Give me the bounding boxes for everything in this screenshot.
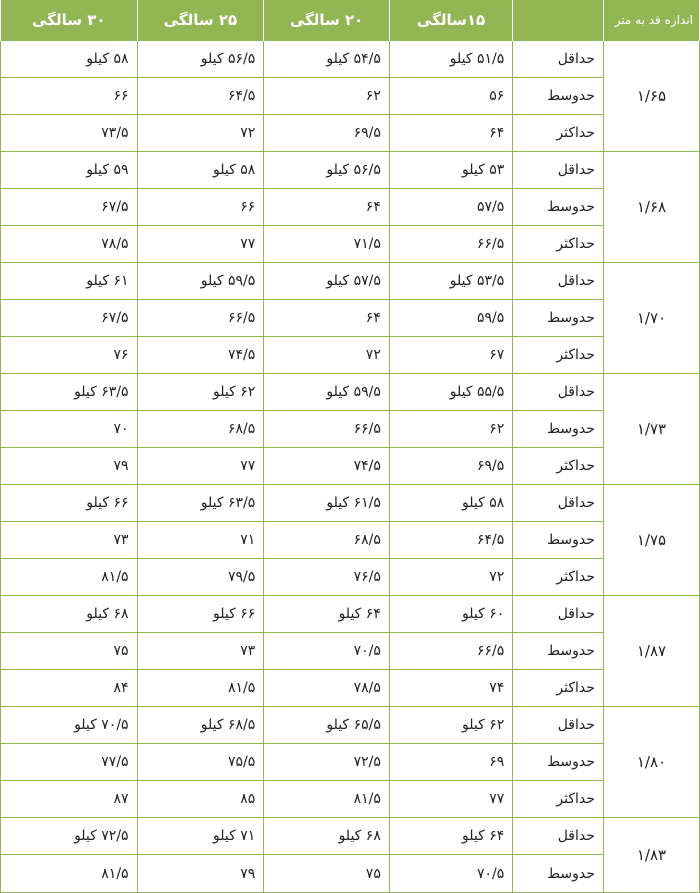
weight-cell: ۵۱/۵ کیلو [389, 41, 512, 78]
table-body [1, 41, 700, 893]
weight-cell: ۶۹/۵ [264, 115, 390, 152]
table-row [1, 226, 700, 263]
weight-cell: ۷۷ [137, 226, 264, 263]
table-row [1, 189, 700, 226]
weight-cell: ۵۹/۵ [389, 300, 512, 337]
weight-cell: ۶۴/۵ [389, 522, 512, 559]
weight-cell: ۵۹ کیلو [1, 152, 138, 189]
height-cell: ۱/۶۵ [603, 41, 699, 152]
weight-cell: ۷۹ [1, 448, 138, 485]
weight-cell: ۷۷ [137, 448, 264, 485]
level-cell: حداکثر [513, 226, 604, 263]
weight-cell: ۵۸ کیلو [1, 41, 138, 78]
weight-cell: ۸۱/۵ [1, 559, 138, 596]
weight-cell: ۶۱ کیلو [1, 263, 138, 300]
header-age-30: ۳۰ سالگی [1, 0, 138, 41]
weight-cell: ۵۷/۵ کیلو [264, 263, 390, 300]
table-row [1, 522, 700, 559]
weight-cell: ۸۴ [1, 670, 138, 707]
level-cell: حداقل [513, 41, 604, 78]
table-row [1, 41, 700, 78]
level-cell: حداکثر [513, 448, 604, 485]
weight-cell: ۷۴/۵ [264, 448, 390, 485]
weight-cell: ۵۶ [389, 78, 512, 115]
weight-cell: ۶۳/۵ کیلو [137, 485, 264, 522]
weight-cell: ۵۴/۵ کیلو [264, 41, 390, 78]
weight-cell: ۵۶/۵ کیلو [137, 41, 264, 78]
weight-cell: ۷۲/۵ کیلو [1, 818, 138, 855]
weight-cell: ۷۰/۵ کیلو [1, 707, 138, 744]
header-row [1, 0, 700, 41]
weight-cell: ۶۴/۵ [137, 78, 264, 115]
weight-cell: ۷۸/۵ [1, 226, 138, 263]
weight-cell: ۷۱/۵ [264, 226, 390, 263]
weight-cell: ۶۶ کیلو [1, 485, 138, 522]
weight-cell: ۶۵/۵ کیلو [264, 707, 390, 744]
level-cell: حدوسط [513, 744, 604, 781]
table-row [1, 707, 700, 744]
table-row [1, 559, 700, 596]
height-cell: ۱/۷۵ [603, 485, 699, 596]
weight-cell: ۶۸/۵ [137, 411, 264, 448]
height-cell: ۱/۸۷ [603, 596, 699, 707]
weight-cell: ۶۳/۵ کیلو [1, 374, 138, 411]
level-cell: حداقل [513, 263, 604, 300]
table-row [1, 374, 700, 411]
weight-cell: ۷۹ [137, 855, 264, 893]
weight-cell: ۷۲/۵ [264, 744, 390, 781]
weight-cell: ۷۳/۵ [1, 115, 138, 152]
height-cell: ۱/۸۳ [603, 818, 699, 893]
level-cell: حدوسط [513, 855, 604, 893]
weight-cell: ۸۷ [1, 781, 138, 818]
level-cell: حداقل [513, 596, 604, 633]
weight-cell: ۶۲ [264, 78, 390, 115]
header-level [513, 0, 604, 41]
weight-cell: ۵۳/۵ کیلو [389, 263, 512, 300]
weight-cell: ۶۸/۵ [264, 522, 390, 559]
height-cell: ۱/۷۳ [603, 374, 699, 485]
weight-cell: ۶۶/۵ [264, 411, 390, 448]
weight-cell: ۷۲ [264, 337, 390, 374]
table-row [1, 485, 700, 522]
table-row [1, 633, 700, 670]
weight-cell: ۶۸ کیلو [264, 818, 390, 855]
table-row [1, 263, 700, 300]
weight-cell: ۷۴/۵ [137, 337, 264, 374]
level-cell: حداکثر [513, 115, 604, 152]
weight-cell: ۶۲ کیلو [389, 707, 512, 744]
level-cell: حداقل [513, 818, 604, 855]
table-row [1, 115, 700, 152]
level-cell: حدوسط [513, 300, 604, 337]
weight-cell: ۶۶ [1, 78, 138, 115]
level-cell: حدوسط [513, 522, 604, 559]
weight-cell: ۸۵ [137, 781, 264, 818]
table-row [1, 152, 700, 189]
level-cell: حداقل [513, 485, 604, 522]
table-row [1, 781, 700, 818]
weight-cell: ۶۶/۵ [389, 226, 512, 263]
weight-cell: ۶۴ [264, 300, 390, 337]
table-row [1, 78, 700, 115]
table-row [1, 448, 700, 485]
table-row [1, 300, 700, 337]
weight-cell: ۶۶/۵ [137, 300, 264, 337]
weight-cell: ۶۶ [137, 189, 264, 226]
weight-cell: ۶۹ [389, 744, 512, 781]
weight-cell: ۷۲ [137, 115, 264, 152]
header-age-20: ۲۰ سالگی [264, 0, 390, 41]
weight-cell: ۵۷/۵ [389, 189, 512, 226]
weight-cell: ۶۷ [389, 337, 512, 374]
height-cell: ۱/۶۸ [603, 152, 699, 263]
weight-cell: ۷۰/۵ [264, 633, 390, 670]
weight-cell: ۷۷ [389, 781, 512, 818]
table-row [1, 411, 700, 448]
weight-cell: ۸۱/۵ [264, 781, 390, 818]
level-cell: حدوسط [513, 189, 604, 226]
weight-cell: ۶۶/۵ [389, 633, 512, 670]
weight-cell: ۷۶/۵ [264, 559, 390, 596]
weight-cell: ۶۸ کیلو [1, 596, 138, 633]
level-cell: حداکثر [513, 670, 604, 707]
header-height: اندازه قد به متر [603, 0, 699, 41]
level-cell: حدوسط [513, 633, 604, 670]
weight-cell: ۷۶ [1, 337, 138, 374]
weight-cell: ۶۹/۵ [389, 448, 512, 485]
weight-cell: ۶۸/۵ کیلو [137, 707, 264, 744]
level-cell: حدوسط [513, 78, 604, 115]
weight-cell: ۶۴ [389, 115, 512, 152]
header-age-25: ۲۵ سالگی [137, 0, 264, 41]
weight-cell: ۶۱/۵ کیلو [264, 485, 390, 522]
weight-cell: ۷۰ [1, 411, 138, 448]
weight-cell: ۶۲ [389, 411, 512, 448]
level-cell: حداکثر [513, 337, 604, 374]
weight-cell: ۶۷/۵ [1, 300, 138, 337]
table-row [1, 744, 700, 781]
weight-cell: ۷۳ [137, 633, 264, 670]
weight-cell: ۵۹/۵ کیلو [264, 374, 390, 411]
height-cell: ۱/۸۰ [603, 707, 699, 818]
weight-cell: ۶۴ [264, 189, 390, 226]
weight-cell: ۷۵/۵ [137, 744, 264, 781]
weight-cell: ۵۳ کیلو [389, 152, 512, 189]
table-row [1, 818, 700, 855]
table-row [1, 596, 700, 633]
weight-cell: ۵۹/۵ کیلو [137, 263, 264, 300]
level-cell: حدوسط [513, 411, 604, 448]
level-cell: حداقل [513, 374, 604, 411]
table-row [1, 337, 700, 374]
height-cell: ۱/۷۰ [603, 263, 699, 374]
weight-cell: ۶۰ کیلو [389, 596, 512, 633]
weight-cell: ۷۷/۵ [1, 744, 138, 781]
weight-cell: ۶۲ کیلو [137, 374, 264, 411]
weight-cell: ۷۵ [1, 633, 138, 670]
level-cell: حداقل [513, 152, 604, 189]
weight-cell: ۶۷/۵ [1, 189, 138, 226]
weight-cell: ۶۴ کیلو [264, 596, 390, 633]
weight-cell: ۵۶/۵ کیلو [264, 152, 390, 189]
weight-cell: ۵۸ کیلو [137, 152, 264, 189]
weight-cell: ۸۱/۵ [1, 855, 138, 893]
table-row [1, 670, 700, 707]
weight-cell: ۷۸/۵ [264, 670, 390, 707]
weight-cell: ۵۵/۵ کیلو [389, 374, 512, 411]
level-cell: حداقل [513, 707, 604, 744]
header-age-15: ۱۵سالگی [389, 0, 512, 41]
weight-cell: ۸۱/۵ [137, 670, 264, 707]
weight-cell: ۷۱ کیلو [137, 818, 264, 855]
weight-cell: ۷۵ [264, 855, 390, 893]
table-row [1, 855, 700, 893]
weight-cell: ۶۶ کیلو [137, 596, 264, 633]
weight-cell: ۷۹/۵ [137, 559, 264, 596]
weight-cell: ۶۴ کیلو [389, 818, 512, 855]
level-cell: حداکثر [513, 559, 604, 596]
weight-cell: ۷۱ [137, 522, 264, 559]
weight-cell: ۷۴ [389, 670, 512, 707]
weight-cell: ۷۳ [1, 522, 138, 559]
level-cell: حداکثر [513, 781, 604, 818]
weight-cell: ۵۸ کیلو [389, 485, 512, 522]
weight-cell: ۷۲ [389, 559, 512, 596]
weight-cell: ۷۰/۵ [389, 855, 512, 893]
